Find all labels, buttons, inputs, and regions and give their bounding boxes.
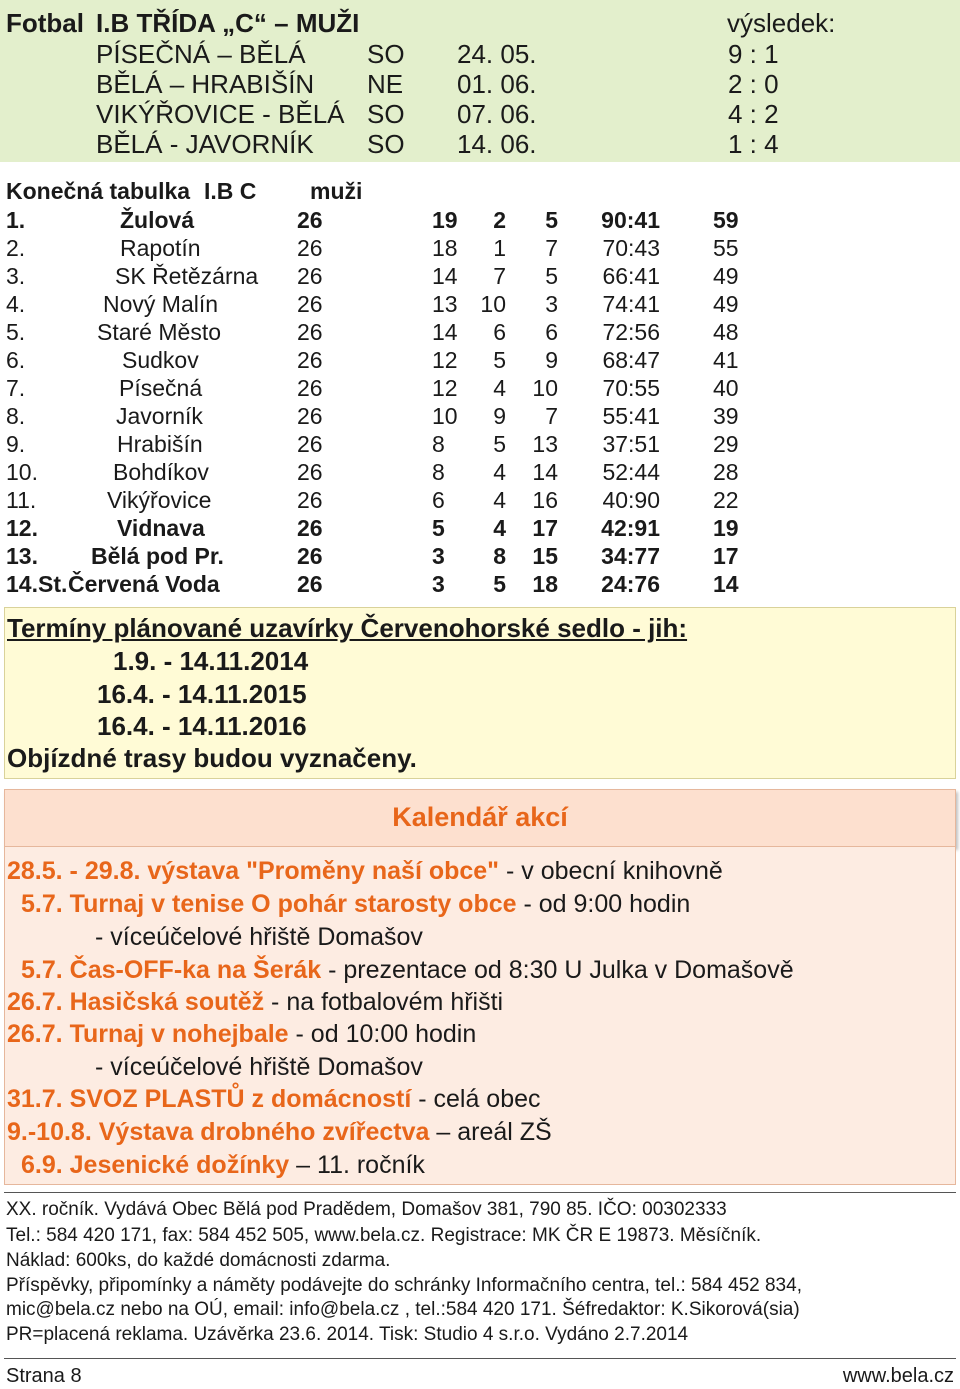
table-category: muži: [310, 178, 363, 204]
table-row: [0, 319, 960, 347]
goal-score: 70:43: [602, 235, 660, 261]
website-link[interactable]: www.bela.cz: [842, 1365, 954, 1387]
wins: 12: [432, 375, 458, 401]
event-desc: - víceúčelové hřiště Domašov: [95, 1053, 423, 1081]
wins: 3: [432, 543, 445, 569]
draws: 2: [493, 207, 506, 233]
imprint-line: Příspěvky, připomínky a náměty podávejte do schránky Informačního centra, tel.: 584 452 834,: [6, 1275, 802, 1296]
points: 49: [713, 291, 739, 317]
table-row: [0, 347, 960, 375]
table-row: [0, 459, 960, 487]
table-row: [0, 543, 960, 571]
points: 39: [713, 403, 739, 429]
team-name: Sudkov: [122, 347, 199, 373]
draws: 5: [493, 571, 506, 597]
event-item: [7, 857, 723, 886]
wins: 6: [432, 487, 445, 513]
calendar-events: [4, 847, 956, 1185]
event-date: 28.5. - 29.8.: [7, 857, 141, 885]
event-name: Turnaj v nohejbale: [69, 1020, 289, 1048]
team-name: Vidnava: [117, 515, 205, 541]
match-date: 14. 06.: [457, 129, 537, 159]
wins: 12: [432, 347, 458, 373]
section-category: Fotbal: [6, 8, 84, 38]
wins: 14: [432, 263, 458, 289]
event-date: 5.7.: [21, 890, 63, 918]
losses: 5: [545, 207, 558, 233]
table-row: [0, 235, 960, 263]
points: 49: [713, 263, 739, 289]
team-name: Nový Malín: [103, 291, 219, 317]
standing-pos: 12.: [6, 515, 38, 541]
imprint-line: mic@bela.cz nebo na OÚ, email: info@bela.cz , tel.:584 420 171. Šéfredaktor: K.Sikorová(sia): [6, 1299, 800, 1320]
team-name: Žulová: [120, 207, 195, 233]
event-item: [7, 988, 503, 1017]
points: 14: [713, 571, 739, 597]
goal-score: 70:55: [602, 375, 660, 401]
table-row: [0, 375, 960, 403]
goal-score: 24:76: [601, 571, 660, 597]
games-played: 26: [297, 459, 323, 485]
points: 40: [713, 375, 739, 401]
goal-score: 66:41: [602, 263, 660, 289]
draws: 5: [493, 347, 506, 373]
road-closure-notice: [4, 607, 956, 779]
draws: 4: [493, 487, 506, 513]
football-results-section: [0, 0, 960, 162]
standing-pos: 5.: [6, 319, 26, 345]
closure-heading: Termíny plánované uzavírky Červenohorské sedlo - jih:: [7, 613, 688, 643]
table-row: [0, 403, 960, 431]
wins: 13: [432, 291, 458, 317]
team-name: Javorník: [116, 403, 203, 429]
points: 41: [713, 347, 739, 373]
match-teams: PÍSEČNÁ – BĚLÁ: [96, 39, 306, 69]
draws: 1: [493, 235, 506, 261]
games-played: 26: [297, 319, 323, 345]
games-played: 26: [297, 207, 323, 233]
match-score: 9 : 1: [728, 39, 779, 69]
event-name: Výstava drobného zvířectva: [98, 1118, 430, 1146]
goal-score: 42:91: [601, 515, 660, 541]
losses: 13: [532, 431, 558, 457]
event-desc: - od 9:00 hodin: [516, 890, 691, 918]
match-day: SO: [367, 99, 405, 129]
team-name: Bělá pod Pr.: [91, 543, 224, 569]
draws: 10: [480, 291, 506, 317]
event-name: Jesenické dožínky: [69, 1151, 290, 1179]
standing-pos: 8.: [6, 403, 26, 429]
table-row: [0, 515, 960, 543]
wins: 10: [432, 403, 458, 429]
event-desc: - v obecní knihovně: [499, 857, 723, 885]
losses: 6: [545, 319, 558, 345]
event-item: [7, 1085, 541, 1114]
points: 59: [713, 207, 739, 233]
losses: 3: [545, 291, 558, 317]
goal-score: 34:77: [601, 543, 660, 569]
wins: 19: [432, 207, 458, 233]
points: 22: [713, 487, 739, 513]
goal-score: 52:44: [602, 459, 660, 485]
event-date: 5.7.: [21, 956, 63, 984]
wins: 8: [432, 459, 445, 485]
event-desc: - na fotbalovém hřišti: [264, 988, 504, 1016]
losses: 5: [545, 263, 558, 289]
table-row: [0, 487, 960, 515]
games-played: 26: [297, 515, 323, 541]
losses: 7: [545, 235, 558, 261]
match-score: 1 : 4: [728, 129, 779, 159]
standing-pos: 10.: [6, 459, 38, 485]
match-day: SO: [367, 39, 405, 69]
team-name: Písečná: [119, 375, 203, 401]
team-name: SK Řetězárna: [115, 263, 259, 289]
event-desc: - prezentace od 8:30 U Julka v Domašově: [321, 956, 794, 984]
wins: 3: [432, 571, 445, 597]
imprint-line: Náklad: 600ks, do každé domácnosti zdarma.: [6, 1250, 391, 1271]
points: 19: [713, 515, 739, 541]
event-date: 26.7.: [7, 1020, 63, 1048]
event-name: Hasičská soutěž: [69, 988, 265, 1016]
closure-date: 16.4. - 14.11.2016: [97, 711, 307, 741]
games-played: 26: [297, 431, 323, 457]
games-played: 26: [297, 403, 323, 429]
table-row: [0, 291, 960, 319]
imprint-line: Tel.: 584 420 171, fax: 584 452 505, www.bela.cz. Registrace: MK ČR E 19873. Měsíčník.: [6, 1225, 762, 1246]
event-item: [95, 923, 423, 952]
losses: 14: [532, 459, 558, 485]
standing-pos: 14.St.: [6, 571, 68, 597]
standing-pos: 9.: [6, 431, 26, 457]
divider: [4, 1358, 956, 1359]
event-item: [21, 956, 794, 985]
points: 48: [713, 319, 739, 345]
event-date: 26.7.: [7, 988, 63, 1016]
match-score: 4 : 2: [728, 99, 779, 129]
table-league: I.B C: [204, 178, 257, 204]
games-played: 26: [297, 571, 323, 597]
draws: 7: [493, 263, 506, 289]
table-row: [0, 207, 960, 235]
wins: 14: [432, 319, 458, 345]
calendar-title: Kalendář akcí: [392, 802, 568, 832]
goal-score: 72:56: [602, 319, 660, 345]
event-name: Čas-OFF-ka na Šerák: [69, 956, 322, 984]
losses: 9: [545, 347, 558, 373]
closure-date: 16.4. - 14.11.2015: [97, 679, 307, 709]
standing-pos: 7.: [6, 375, 26, 401]
draws: 4: [493, 515, 506, 541]
games-played: 26: [297, 263, 323, 289]
games-played: 26: [297, 487, 323, 513]
draws: 9: [493, 403, 506, 429]
team-name: Vikýřovice: [107, 487, 212, 513]
imprint-line: PR=placená reklama. Uzávěrka 23.6. 2014. Tisk: Studio 4 s.r.o. Vydáno 2.7.2014: [6, 1324, 689, 1345]
team-name: Rapotín: [120, 235, 201, 261]
standing-pos: 13.: [6, 543, 38, 569]
page-number: Strana 8: [6, 1365, 82, 1387]
calendar-header: [4, 789, 956, 847]
losses: 10: [532, 375, 558, 401]
losses: 7: [545, 403, 558, 429]
standing-pos: 2.: [6, 235, 26, 261]
result-label: výsledek:: [727, 8, 836, 38]
standing-pos: 11.: [6, 487, 37, 513]
standing-pos: 3.: [6, 263, 26, 289]
event-item: [7, 1020, 476, 1049]
points: 29: [713, 431, 739, 457]
draws: 5: [493, 431, 506, 457]
wins: 5: [432, 515, 445, 541]
match-day: NE: [367, 69, 404, 99]
imprint-line: XX. ročník. Vydává Obec Bělá pod Pradědem, Domašov 381, 790 85. IČO: 00302333: [6, 1199, 727, 1220]
team-name: Červená Voda: [68, 571, 220, 597]
event-name: SVOZ PLASTŮ z domácností: [69, 1085, 412, 1113]
table-row: [0, 263, 960, 291]
standing-pos: 6.: [6, 347, 26, 373]
games-played: 26: [297, 375, 323, 401]
draws: 4: [493, 375, 506, 401]
event-item: [7, 1118, 552, 1147]
losses: 16: [532, 487, 558, 513]
event-desc: – 11. ročník: [289, 1151, 425, 1179]
draws: 8: [493, 543, 506, 569]
standing-pos: 4.: [6, 291, 26, 317]
goal-score: 74:41: [602, 291, 660, 317]
games-played: 26: [297, 543, 323, 569]
table-row: [0, 431, 960, 459]
standing-pos: 1.: [6, 207, 26, 233]
goal-score: 55:41: [602, 403, 660, 429]
event-date: 9.-10.8.: [7, 1118, 92, 1146]
match-teams: BĚLÁ – HRABIŠÍN: [96, 69, 315, 99]
wins: 8: [432, 431, 445, 457]
event-desc: - celá obec: [411, 1085, 541, 1113]
losses: 18: [532, 571, 558, 597]
goal-score: 68:47: [602, 347, 660, 373]
goal-score: 90:41: [601, 207, 660, 233]
games-played: 26: [297, 235, 323, 261]
points: 17: [713, 543, 739, 569]
match-date: 07. 06.: [457, 99, 537, 129]
event-item: [21, 1151, 425, 1180]
table-title: Konečná tabulka: [6, 178, 191, 204]
draws: 4: [493, 459, 506, 485]
event-date: 31.7.: [7, 1085, 63, 1113]
points: 55: [713, 235, 739, 261]
event-desc: - od 10:00 hodin: [288, 1020, 477, 1048]
goal-score: 37:51: [602, 431, 660, 457]
draws: 6: [493, 319, 506, 345]
goal-score: 40:90: [602, 487, 660, 513]
team-name: Staré Město: [97, 319, 221, 345]
match-score: 2 : 0: [728, 69, 779, 99]
match-teams: BĚLÁ - JAVORNÍK: [96, 129, 314, 159]
games-played: 26: [297, 347, 323, 373]
losses: 17: [532, 515, 558, 541]
points: 28: [713, 459, 739, 485]
wins: 18: [432, 235, 458, 261]
closure-note: Objízdné trasy budou vyznačeny.: [7, 743, 417, 773]
match-date: 24. 05.: [457, 39, 537, 69]
match-teams: VIKÝŘOVICE - BĚLÁ: [96, 99, 345, 129]
event-name: Turnaj v tenise O pohár starosty obce: [69, 890, 517, 918]
divider: [4, 1192, 956, 1193]
event-date: 6.9.: [21, 1151, 63, 1179]
event-item: [21, 890, 690, 919]
games-played: 26: [297, 291, 323, 317]
table-row: [0, 571, 960, 599]
match-date: 01. 06.: [457, 69, 537, 99]
event-name: výstava "Proměny naší obce": [147, 857, 500, 885]
losses: 15: [532, 543, 558, 569]
team-name: Bohdíkov: [113, 459, 209, 485]
event-desc: – areál ZŠ: [429, 1118, 552, 1146]
team-name: Hrabišín: [117, 431, 203, 457]
closure-date: 1.9. - 14.11.2014: [113, 646, 309, 676]
event-item: [95, 1053, 423, 1082]
league-title: I.B TŘÍDA „C“ – MUŽI: [96, 8, 360, 38]
match-day: SO: [367, 129, 405, 159]
event-desc: - víceúčelové hřiště Domašov: [95, 923, 423, 951]
